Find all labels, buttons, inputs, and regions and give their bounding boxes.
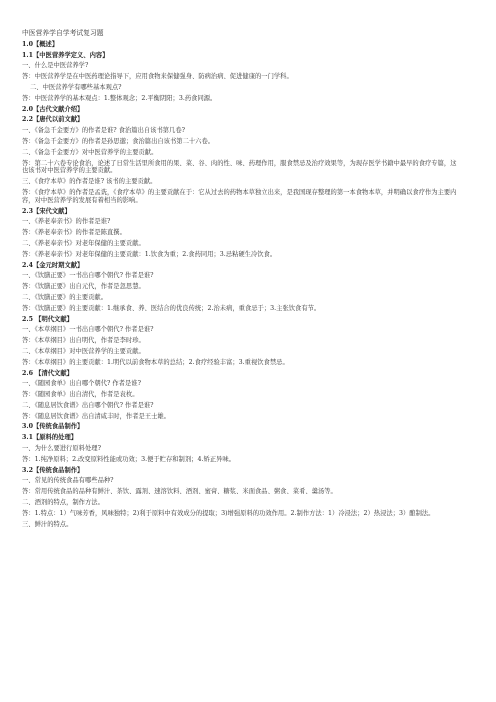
document-title: 中医营养学自学考试复习题 — [22, 29, 104, 37]
answer-line: 答：1.纯净原料；2.改变原料性能或功效；3.便于贮存和制剂；4.矫正异味。 — [22, 455, 235, 463]
section-heading: 2.2【唐代以前文献】 — [22, 116, 84, 124]
question-line: 一、什么是中医营养学? — [22, 62, 89, 70]
section-heading: 1.1【中医营养学定义、内容】 — [22, 51, 109, 59]
question-line: 一、为什么要进行原料处理? — [22, 445, 101, 453]
answer-line: 答：《养老奉亲书》的作者是陈直撰。 — [22, 229, 126, 237]
section-heading: 1.0【概述】 — [22, 40, 59, 48]
question-line: 三、鲜汁的特点。 — [22, 520, 73, 528]
section-heading: 2.5 【明代文献】 — [22, 315, 73, 323]
question-line: 二、《饮膳正要》的主要贡献。 — [22, 293, 108, 301]
answer-line: 答：第二十六卷专论食治，论述了日常生活里所食用的果、菜、谷、肉的性、味、药理作用，服食禁忌及治疗效果等，为现存医学书籍中最早的食疗专篇，这也该书对中医营养学的主要贡献。 — [22, 159, 457, 175]
answer-line: 答：《养老奉亲书》对老年保健的主要贡献：1.饮食为重；2.食药同用；3.忌粘硬生冷饮食。 — [22, 250, 277, 258]
question-line: 二、《备急千金要方》对中医营养学的主要贡献。 — [22, 148, 158, 156]
question-line: 二、《随息居饮食谱》出自哪个朝代? 作者是谁? — [22, 401, 154, 409]
question-line: 一、《本草纲目》一书出自哪个朝代? 作者是谁? — [22, 326, 154, 334]
document-page — [22, 30, 462, 531]
answer-line: 答：《本草纲目》的主要贡献：1.明代以前食物本草的总结；2.食疗经验丰富；3.重视饮食禁忌。 — [22, 358, 289, 366]
answer-line: 答：常用传统食品的品种有鲜汁、茶饮、露剂、速溶饮料、酒剂、蜜膏、糖浆、米面食品、粥食、菜肴、羹汤等。 — [22, 488, 337, 496]
question-line: 一、《随园食单》出自哪个朝代? 作者是谁? — [22, 380, 141, 388]
question-line: 二、《本草纲目》对中医营养学的主要贡献。 — [22, 347, 145, 355]
answer-line: 答：《饮膳正要》出自元代，作者是忽思慧。 — [22, 283, 145, 291]
question-line: 一、常见的传统食品有哪些品种? — [22, 477, 114, 485]
section-heading: 3.1【原料的处理】 — [22, 434, 78, 442]
question-line: 二、《养老奉亲书》对老年保健的主要贡献。 — [22, 239, 145, 247]
question-line: 二、酒剂的特点，制作方法。 — [22, 499, 104, 507]
answer-line: 答：《备急千金要方》的作者是孙思邈；食治篇出自该书第二十六卷。 — [22, 137, 215, 145]
answer-line: 答：《随息居饮食谱》出自清咸丰时，作者是王士雄。 — [22, 412, 170, 420]
question-line: 一、《饮膳正要》一书出自哪个朝代? 作者是谁? — [22, 272, 154, 280]
section-heading: 2.6 【清代文献】 — [22, 369, 73, 377]
answer-line: 答：中医营养学的基本观点：1.整体观念；2.平衡阴阳；3.药食同源。 — [22, 94, 217, 102]
question-line: 三、《食疗本草》的作者是谁? 该书的主要贡献。 — [22, 178, 157, 186]
answer-line: 答：《食疗本草》的作者是孟诜，《食疗本草》的主要贡献在于：它从过去的药物本草独立出来，是我国现存整理的第一本食物本草，并明确以食疗作为主要内容，对中医营养学的发展有着相当的影响。 — [22, 188, 457, 204]
question-line: 一、《养老奉亲书》的作者是谁? — [22, 218, 111, 226]
section-heading: 3.2【传统食品制作】 — [22, 466, 84, 474]
answer-line: 答：《本草纲目》出自明代，作者是李时珍。 — [22, 337, 145, 345]
section-heading: 2.4【金元时期文献】 — [22, 261, 84, 269]
section-heading: 2.3【宋代文献】 — [22, 207, 71, 215]
answer-line: 答：1.特点：1）气味芳香，风味独特；2)利于原料中有效成分的提取；3)增强原料的功效作用。2.制作方法：1）冷浸法；2）热浸法；3）酿制法。 — [22, 509, 435, 517]
document-body — [22, 41, 462, 529]
answer-line: 答：中医营养学是在中医药理论指导下，应用食物来保健强身、防病治病、促进健康的一门学科。 — [22, 73, 293, 81]
question-line: 一、《备急千金要方》的作者是谁? 食治篇出自该书第几卷? — [22, 127, 186, 135]
question-line: 二、中医营养学有哪些基本观点? — [30, 83, 122, 91]
answer-line: 答：《随园食单》出自清代，作者是袁枚。 — [22, 391, 139, 399]
answer-line: 答：《饮膳正要》的主要贡献：1.继承食、养、医结合的优良传统；2.治未病，重食忌于；3.主张饮食有节。 — [22, 304, 321, 312]
section-heading: 3.0【传统食品制作】 — [22, 423, 84, 431]
section-heading: 2.0【古代文献介绍】 — [22, 105, 84, 113]
